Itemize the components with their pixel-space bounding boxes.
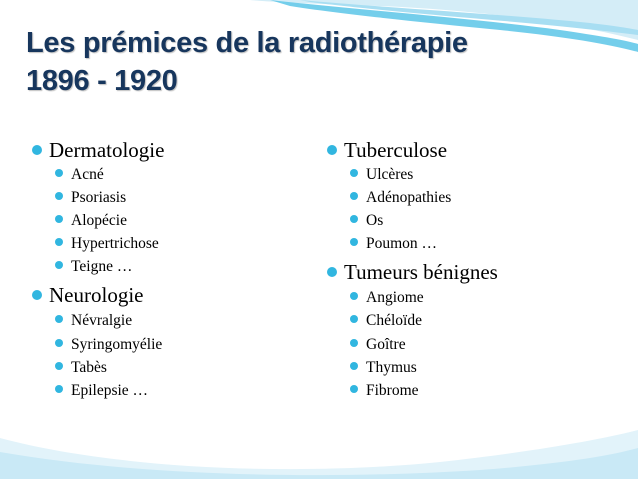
list-item [55,257,132,277]
list-item [55,381,148,401]
group-label: Dermatologie [49,138,165,162]
list-item [55,234,159,254]
group-dermatologie [32,138,164,162]
bullet-icon [55,385,63,393]
list-item [55,311,132,331]
list-item-label: Teigne … [71,258,133,275]
bullet-icon [32,145,42,155]
list-item-label: Névralgie [71,312,133,329]
list-item [55,358,107,378]
bullet-icon [55,362,63,370]
list-item-label: Angiome [366,289,424,306]
bullet-icon [55,315,63,323]
list-item-label: Hypertrichose [71,235,159,252]
list-item-label: Ulcères [366,166,414,183]
group-tuberculose [327,138,447,162]
list-item [55,335,162,355]
bullet-icon [55,192,63,200]
group-label: Neurologie [49,283,144,307]
title-line-1: Les prémices de la radiothérapie [26,27,468,59]
bullet-icon [32,290,42,300]
list-item [350,335,406,355]
list-item [350,381,419,401]
list-item [350,311,422,331]
list-item [350,211,383,231]
bullet-icon [350,315,358,323]
bullet-icon [55,238,63,246]
list-item-label: Alopécie [71,212,127,229]
list-item [55,188,126,208]
group-neurologie [32,283,143,307]
list-item-label: Syringomyélie [71,336,163,353]
bullet-icon [327,267,337,277]
bullet-icon [350,192,358,200]
bullet-icon [350,238,358,246]
bullet-icon [55,261,63,269]
title-line-2: 1896 - 1920 [26,65,178,97]
bullet-icon [327,145,337,155]
list-item [55,165,104,185]
list-item [350,188,451,208]
list-item-label: Psoriasis [71,189,127,206]
bullet-icon [55,169,63,177]
list-item-label: Adénopathies [366,189,452,206]
list-item-label: Chéloïde [366,312,422,329]
list-item [55,211,127,231]
list-item-label: Epilepsie … [71,382,149,399]
bullet-icon [55,215,63,223]
list-item-label: Tabès [71,359,107,376]
list-item [350,234,437,254]
page-title [26,24,468,100]
bullet-icon [350,339,358,347]
list-item-label: Poumon … [366,235,438,252]
list-item [350,165,413,185]
group-tumeurs-benignes [327,260,498,284]
bullet-icon [55,339,63,347]
list-item [350,358,417,378]
list-item-label: Fibrome [366,382,419,399]
group-label: Tuberculose [344,138,448,162]
bullet-icon [350,292,358,300]
list-item [350,288,424,308]
list-item-label: Acné [71,166,104,183]
bullet-icon [350,385,358,393]
list-item-label: Thymus [366,359,417,376]
list-item-label: Goître [366,336,406,353]
bullet-icon [350,215,358,223]
bullet-icon [350,169,358,177]
group-label: Tumeurs bénignes [344,260,498,284]
list-item-label: Os [366,212,384,229]
bullet-icon [350,362,358,370]
